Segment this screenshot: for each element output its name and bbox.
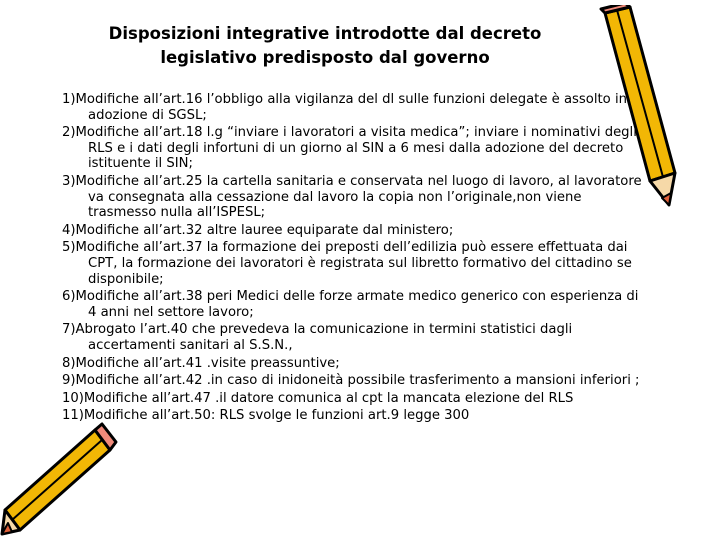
page-title: Disposizioni integrative introdotte dal decreto legislativo predisposto dal governo: [108, 24, 542, 67]
list-item: [62, 92, 642, 123]
list-item: [62, 408, 642, 424]
article-number: 42: [185, 373, 203, 389]
list-item: [62, 240, 642, 287]
item-text: .visite preassuntive;: [202, 355, 340, 371]
list-item: [62, 223, 642, 239]
item-prefix: 8)Modifiche all’art.: [62, 355, 186, 371]
article-number: 50: [194, 408, 211, 424]
item-prefix: 9)Modifiche all’art.: [62, 373, 186, 389]
item-text: altre lauree equiparate dal ministero;: [202, 222, 454, 238]
item-text: peri Medici delle forze armate medico generico con esperienza di 4 anni nel settore lavoro;: [88, 289, 639, 320]
article-number: 40: [170, 322, 188, 338]
item-text: l’obbligo alla vigilanza del dl sulle funzioni delegate è assolto in adozione di SGSL;: [88, 92, 627, 123]
item-prefix: 6)Modifiche all’art.: [62, 289, 186, 305]
article-number: 38: [185, 289, 203, 305]
list-item: [62, 391, 642, 407]
item-prefix: 5)Modifiche all’art.: [62, 240, 186, 256]
item-prefix: 2)Modifiche all’art.: [62, 125, 186, 141]
article-number: 41: [185, 355, 203, 371]
list-item: [62, 322, 642, 353]
item-prefix: 7)Abrogato l’art.: [62, 322, 171, 338]
list-item: [62, 174, 642, 221]
list-item: [62, 356, 642, 372]
item-text: .il datore comunica al cpt la mancata elezione del RLS: [210, 390, 574, 406]
item-prefix: 3)Modifiche all’art.: [62, 173, 186, 189]
item-text: : RLS svolge le funzioni art.9 legge 300: [210, 408, 470, 424]
item-prefix: 4)Modifiche all’art.: [62, 222, 186, 238]
item-text: .in caso di inidoneità possibile trasferimento a mansioni inferiori ;: [202, 373, 640, 389]
list-item: [62, 125, 642, 172]
article-number: 32: [185, 222, 203, 238]
pencil-bottom-left-icon: [0, 420, 120, 538]
article-number: 16: [185, 92, 203, 107]
item-prefix: 10)Modifiche all’art.: [62, 390, 195, 406]
article-number: 37: [185, 240, 203, 256]
article-number: 47: [194, 390, 211, 406]
list-item: [62, 373, 642, 389]
item-prefix: 1)Modifiche all’art.: [62, 92, 186, 107]
list-item: [62, 289, 642, 320]
item-text: la formazione dei preposti dell’edilizia può essere effettuata dai CPT, la formazione dei lavoratori è registrata sul libretto formativo del cittadino se disponibile;: [88, 240, 632, 287]
item-text: l.g “inviare i lavoratori a visita medica”; inviare i nominativi degli RLS e i dati degli infortuni di un giorno al SIN a 6 mesi dalla adozione del decreto istituente il SIN;: [88, 125, 637, 172]
item-prefix: 11)Modifiche all’art.: [62, 408, 195, 424]
item-text: che prevedeva la comunicazione in termini statistici dagli accertamenti sanitari al S.S.N.,: [88, 322, 573, 353]
article-number: 25: [185, 173, 203, 189]
article-number: 18: [185, 125, 203, 141]
item-text: la cartella sanitaria e conservata nel luogo di lavoro, al lavoratore va consegnata alla cessazione dal lavoro la copia non l’originale,non viene trasmesso nulla all’ISPESL;: [88, 173, 642, 221]
provisions-list: [62, 92, 642, 426]
